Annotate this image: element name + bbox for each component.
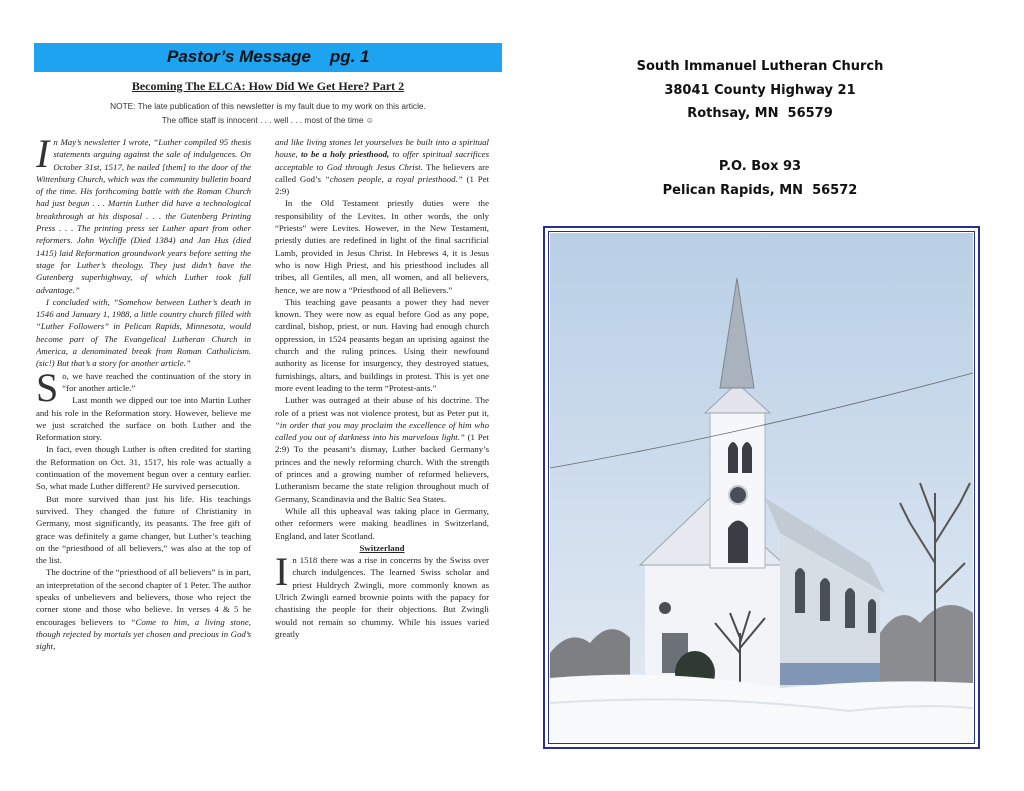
po-city: Pelican Rapids, MN 56572 bbox=[662, 182, 858, 198]
paragraph bbox=[275, 136, 489, 197]
paragraph-text: Luther was outraged at their abuse of his doctrine. The role of a priest was not violence protest, but as Peter put it, bbox=[275, 395, 489, 418]
paragraph bbox=[36, 364, 251, 410]
po-box: P.O. Box 93 bbox=[718, 159, 802, 174]
article-column-right bbox=[275, 136, 489, 731]
drop-cap: I bbox=[36, 136, 50, 176]
paragraph: While all this upheaval was taking place in Germany, other reformers were making headlines in Switzerland, England, and later Scotland. bbox=[275, 505, 489, 541]
scripture-quote: “in order that you may proclaim the excellence of him who called you out of darkness into his marvelous light.” bbox=[275, 419, 489, 443]
paragraph-text: o, we have reached the continuation of the story in “for another article.” bbox=[62, 370, 251, 393]
paragraph-text: The believers are called God’s bbox=[275, 161, 489, 184]
note-line-2: The office staff is innocent . . . well . . . most of the time ☺ bbox=[161, 115, 375, 125]
article-title: Becoming The ELCA: How Did We Get Here? Part 2 bbox=[131, 79, 405, 93]
scripture-reference: (1 Pet 2:9) bbox=[275, 173, 489, 197]
church-photo-frame bbox=[543, 226, 980, 749]
church-address bbox=[560, 55, 960, 126]
paragraph-text: n May’s newsletter I wrote, “Luther compiled 95 thesis statements arguing against the sale of indulgences. On October 31st, 1517, he nailed [them] to the door of the Wittenburg Church, which was the community bulletin board of the time. His forthcoming battle with the Roman Church had just begun . . . Martin Luther did have a technological breakthrough at his disposal . . . the Gutenberg Printing Press . . . The printing press set Luther apart from other reformers. John Wycliffe (Died 1384) and Jan Hus (died 1415) laid Reformation groundwork years before setting the stage for Luther’s theology. They just didn’t have the Gutenberg superhighway, of which Luther took full advantage.” bbox=[36, 137, 251, 295]
paragraph: But more survived than just his life. His teachings survived. They changed the future of Christianity in Germany, most significantly, its peasants. The free gift of grace was definitely a game changer, but Luther’s teaching on the “priesthood of all believers,” was also at the top of the list. bbox=[36, 493, 251, 566]
paragraph: This teaching gave peasants a power they had never known. They were now as equal before God as any pope, cardinal, bishop, priest, or nun. Having had enough church oppression, in 1524 peasants began an uprising against the church and the ruling princes. Using their newfound authority as license for insurgency, they destroyed statues, furnishings, altars, and buildings in protest. This is yet one more event leading to the term “Protest-ants.” bbox=[275, 296, 489, 393]
scripture-quote: “Come to him, a living stone, though rejected by mortals yet chosen and precious in God’s sight, bbox=[36, 616, 251, 652]
note-line-1: NOTE: The late publication of this newsletter is my fault due to my work on this article. bbox=[110, 101, 426, 111]
mailing-address bbox=[560, 155, 960, 202]
drop-cap: S bbox=[36, 364, 59, 410]
paragraph-text: (1 Pet 2:9) To the peasant’s dismay, Luther backed Germany’s princes and the newly reforming church. With the strength of princes and a growing number of reformed believers, Lutheranism became the state religion throughout much of Germany, Scandinavia and the Baltic Sea States. bbox=[275, 432, 489, 504]
scripture-quote: and like living stones let yourselves be built into a spiritual house, bbox=[275, 137, 489, 160]
paragraph: Last month we dipped our toe into Martin Luther and his role in the Reformation story. However, believe me we just scratched the surface on both Luther and the Reformation story. bbox=[36, 395, 251, 443]
scripture-emphasis: to be a holy priesthood, bbox=[300, 149, 390, 160]
pastors-message-banner bbox=[34, 43, 502, 72]
article-column-left bbox=[36, 136, 251, 731]
paragraph: In the Old Testament priestly duties were the responsibility of the Levites. In other words, the only “Priests” were Levites. However, in the New Testament, priestly duties are redefined in light of the final sacrificial Lamb, provided in Jesus Christ. In Hebrews 4, it is Jesus who is now High Priest, and his priesthood includes all tribes, all Gentiles, all men, all women, and all believers, hence, we are now a “Priesthood of all Believers.” bbox=[275, 198, 489, 295]
publication-note bbox=[34, 99, 502, 127]
paragraph-text: The doctrine of the “priesthood of all believers” is in part, an interpretation of the second chapter of 1 Peter. The author speaks of unbelievers and believers, those who reject the corner stone and those who believe. In verses 4 & 5 he encourages believers to bbox=[36, 567, 251, 627]
scripture-quote: “chosen people, a royal priesthood.” bbox=[324, 173, 463, 184]
paragraph bbox=[36, 136, 251, 296]
church-street: 38041 County Highway 21 bbox=[664, 82, 856, 98]
scripture-quote: to offer spiritual sacrifices acceptable to God through Jesus Christ. bbox=[275, 149, 489, 172]
paragraph-text: n 1518 there was a rise in concerns by the Swiss over church indulgences. The learned Swiss scholar and priest Huldrych Zwingli, more commonly known as Ulrich Zwingli earned brownie points with the papacy for chastising the people for their objections. But Zwingli would not remain so chummy. While his issues varied greatly bbox=[275, 555, 489, 639]
drop-cap: I bbox=[275, 549, 289, 595]
paragraph: In fact, even though Luther is often credited for starting the Reformation on Oct. 31, 1517, his role was actually a continuation of the movement begun over a century earlier. So, what made Luther different? He survived persecution. bbox=[36, 444, 251, 492]
paragraph bbox=[36, 566, 251, 652]
section-subheading: Switzerland bbox=[359, 542, 405, 553]
paragraph bbox=[275, 394, 489, 505]
paragraph: I concluded with, “Somehow between Luther’s death in 1546 and January 1, 1988, a little country church filled with “Luther Followers” in Pelican Rapids, Minnesota, would become part of The Evangelical Lutheran Church in America, a denominated break from Roman Catholicism.(sic!) But that’s a story for another article.” bbox=[36, 296, 251, 369]
church-city: Rothsay, MN 56579 bbox=[687, 106, 833, 121]
banner-title: Pastor’s Message pg. 1 bbox=[167, 47, 370, 66]
church-name: South Immanuel Lutheran Church bbox=[636, 59, 884, 74]
church-illustration bbox=[550, 233, 973, 742]
church-photo bbox=[550, 233, 973, 742]
paragraph bbox=[275, 549, 489, 640]
